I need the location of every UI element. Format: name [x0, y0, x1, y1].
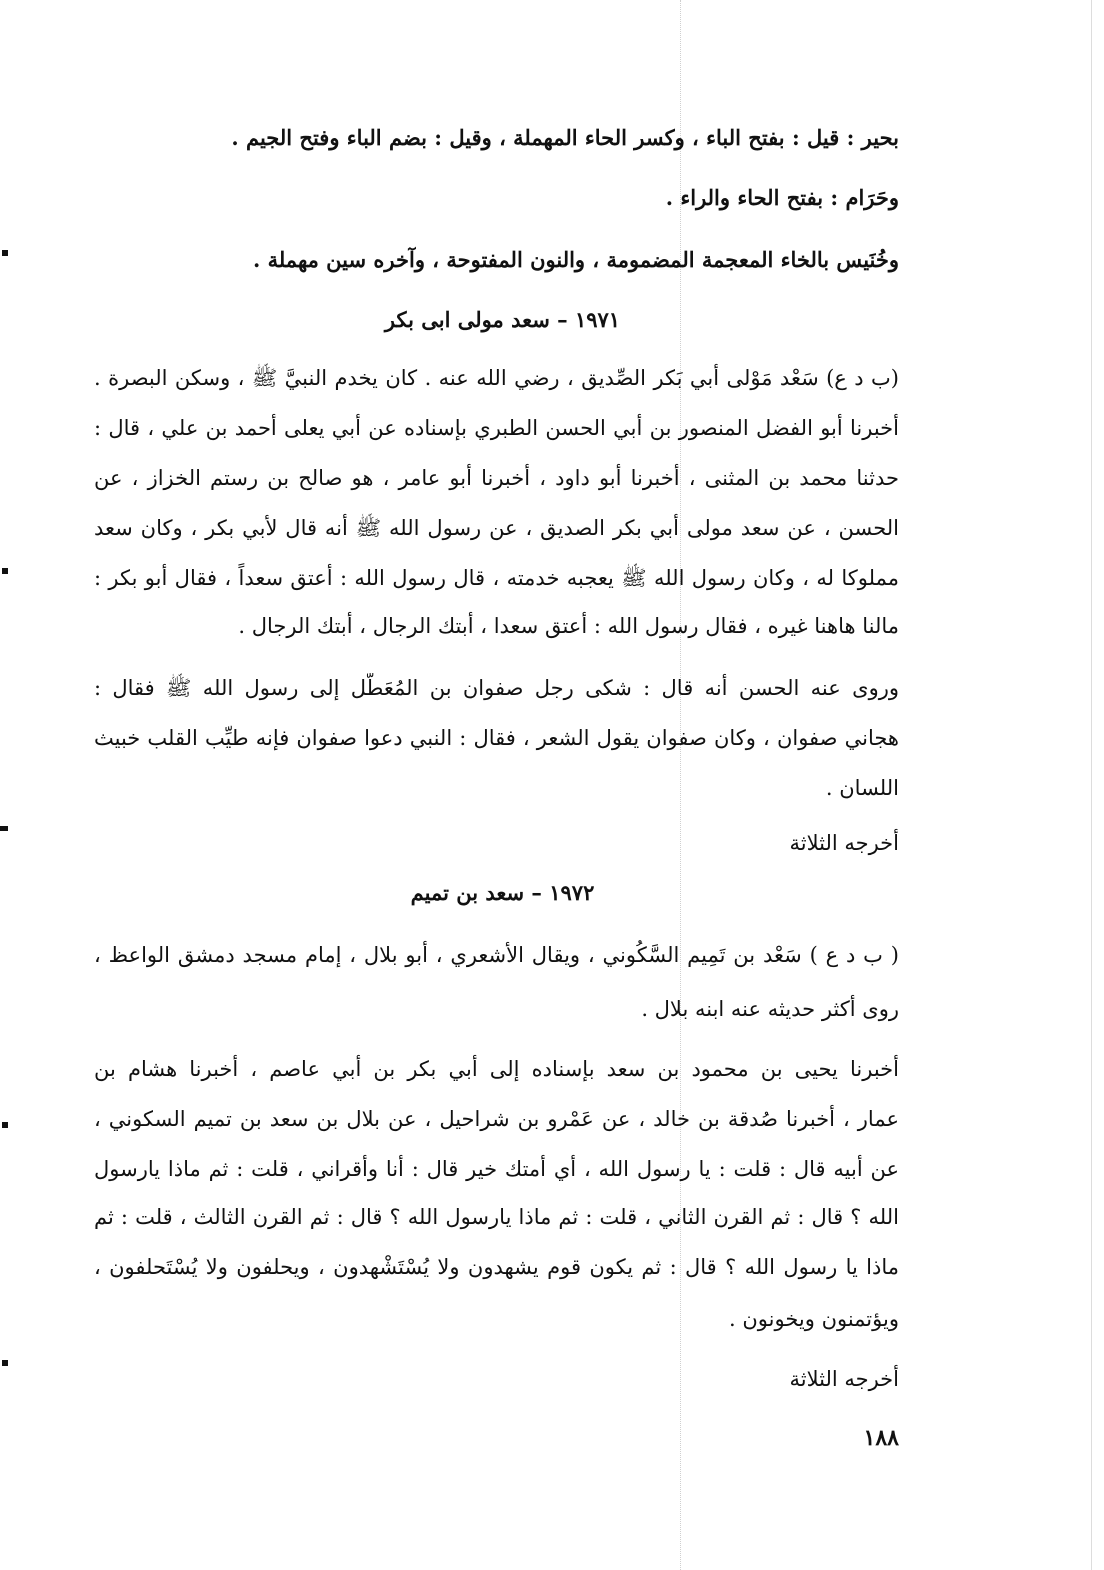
- narration-line: عمار ، أخبرنا صُدقة بن خالد ، عن عَمْرو بن شراحيل ، عن بلال بن سعد بن تميم السكوني ،: [94, 1107, 899, 1131]
- entry-heading: ١٩٧٢ – سعد بن تميم: [410, 880, 595, 905]
- entry-line: روى أكثر حديثه عنه ابنه بلال .: [641, 997, 899, 1021]
- narration-line: وروى عنه الحسن أنه قال : شكى رجل صفوان بن المُعَطَّل إلى رسول الله ﷺ فقال :: [94, 676, 899, 700]
- entry-line: مالنا هاهنا غيره ، فقال رسول الله : أعتق سعدا ، أبتك الرجال ، أبتك الرجال .: [238, 614, 899, 638]
- narration-line: ماذا يا رسول الله ؟ قال : ثم يكون قوم يشهدون ولا يُسْتَشْهدون ، ويحلفون ولا يُسْتَحلفون ،: [94, 1255, 899, 1279]
- note-line: بحير : قيل : بفتح الباء ، وكسر الحاء المهملة ، وقيل : بضم الباء وفتح الجيم .: [231, 125, 899, 150]
- narration-line: أخبرنا يحيى بن محمود بن سعد بإسناده إلى أبي بكر بن أبي عاصم ، أخبرنا هشام بن: [94, 1057, 899, 1081]
- takhrij-line: أخرجه الثلاثة: [789, 831, 899, 855]
- takhrij-line: أخرجه الثلاثة: [789, 1367, 899, 1391]
- entry-line: ( ب د ع ) سَعْد بن تَمِيم السَّكُوني ، ويقال الأشعري ، أبو بلال ، إمام مسجد دمشق الواعظ ،: [94, 943, 899, 967]
- margin-mark: [2, 250, 8, 256]
- narration-line: الله ؟ قال : ثم القرن الثاني ، قلت : ثم ماذا يارسول الله ؟ قال : ثم القرن الثالث ، قلت : ثم: [94, 1205, 899, 1229]
- entry-heading: ١٩٧١ – سعد مولى ابى بكر: [384, 307, 621, 332]
- page-number: ١٨٨: [863, 1425, 899, 1451]
- scan-edge-line: [1091, 0, 1092, 1570]
- entry-line: مملوكا له ، وكان رسول الله ﷺ يعجبه خدمته ، قال رسول الله : أعتق سعداً ، فقال أبو بكر :: [94, 566, 899, 590]
- margin-mark: [2, 1122, 8, 1128]
- narration-line: اللسان .: [825, 776, 899, 800]
- note-line: وخُنَيس بالخاء المعجمة المضمومة ، والنون المفتوحة ، وآخره سين مهملة .: [252, 247, 899, 272]
- narration-line: عن أبيه قال : قلت : يا رسول الله ، أي أمتك خير قال : أنا وأقراني ، قلت : ثم ماذا يارسول: [94, 1157, 899, 1181]
- entry-line: الحسن ، عن سعد مولى أبي بكر الصديق ، عن رسول الله ﷺ أنه قال لأبي بكر ، وكان سعد: [94, 516, 899, 540]
- entry-line: (ب د ع) سَعْد مَوْلى أبي بَكر الصِّديق ، رضي الله عنه . كان يخدم النبيَّ ﷺ ، وسكن البصرة .: [94, 366, 899, 390]
- margin-mark: [2, 568, 8, 574]
- note-line: وحَرَام : بفتح الحاء والراء .: [665, 185, 899, 210]
- entry-line: حدثنا محمد بن المثنى ، أخبرنا أبو داود ، أخبرنا أبو عامر ، هو صالح بن رستم الخزاز ، عن: [94, 466, 899, 490]
- narration-line: ويؤتمنون ويخونون .: [729, 1307, 899, 1331]
- narration-line: هجاني صفوان ، وكان صفوان يقول الشعر ، فقال : النبي دعوا صفوان فإنه طيِّب القلب خبيث: [94, 726, 899, 750]
- margin-mark: [0, 826, 8, 831]
- margin-mark: [2, 1360, 8, 1366]
- entry-line: أخبرنا أبو الفضل المنصور بن أبي الحسن الطبري بإسناده عن أبي يعلى أحمد بن علي ، قال :: [94, 416, 899, 440]
